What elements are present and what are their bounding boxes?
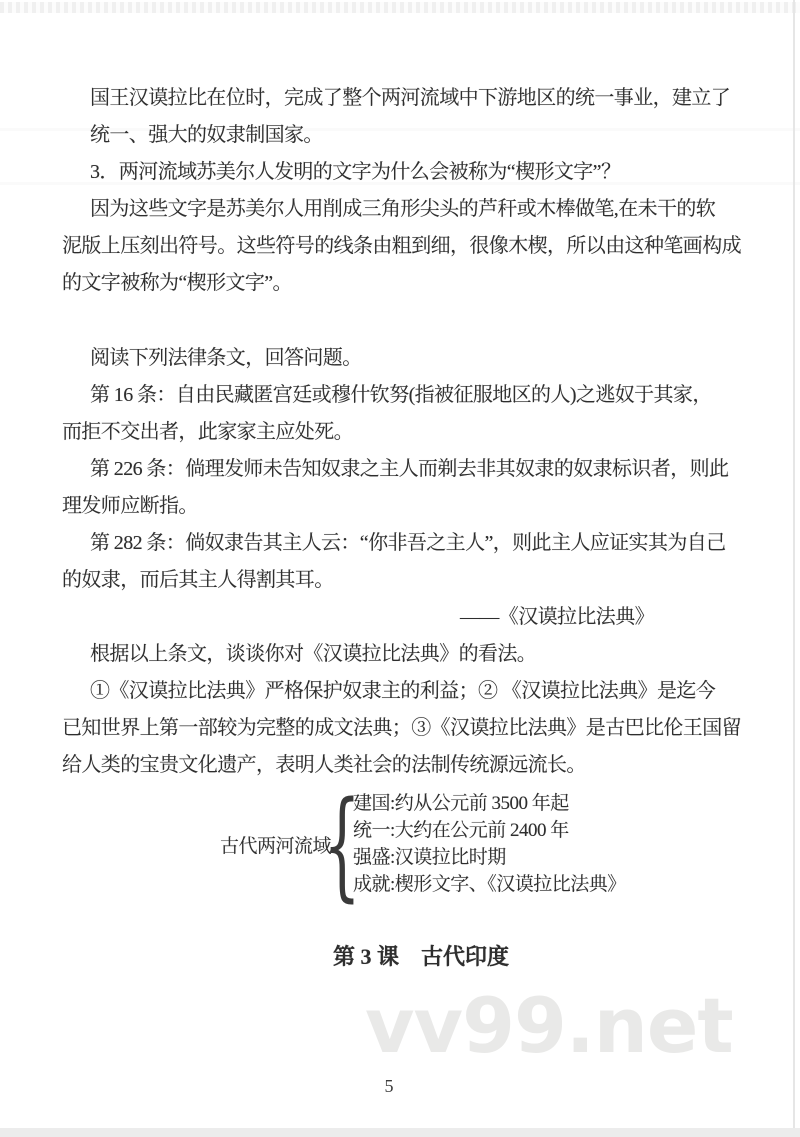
article16-line: 第 16 条：自由民藏匿宫廷或穆什钦努(指被征服地区的人)之逃奴于其家， — [90, 384, 712, 406]
scan-top-edge — [0, 2, 800, 13]
question3-line: 3．两河流域苏美尔人发明的文字为什么会被称为“楔形文字”？ — [90, 161, 621, 183]
summary-diagram-items — [353, 790, 626, 898]
article226-line: 理发师应断指。 — [62, 495, 198, 517]
source-attribution: ——《汉谟拉比法典》 — [460, 606, 654, 628]
answer2-line: 国王汉谟拉比在位时，完成了整个两河流域中下游地区的统一事业，建立了 — [90, 87, 731, 109]
exercise-intro-line: 阅读下列法律条文，回答问题。 — [90, 347, 362, 369]
summary-diagram-label: 古代两河流域 — [220, 835, 332, 857]
summary-item-founding: 建国:约从公元前 3500 年起 — [353, 793, 569, 814]
answer3-line: 的文字被称为“楔形文字”。 — [62, 272, 292, 294]
answer2-line: 统一、强大的奴隶制国家。 — [90, 124, 323, 146]
discussion-prompt-line: 根据以上条文，谈谈你对《汉谟拉比法典》的看法。 — [90, 643, 537, 665]
article282-line: 的奴隶，而后其主人得割其耳。 — [62, 569, 334, 591]
article226-line: 第 226 条：倘理发师未告知奴隶之主人而剃去非其奴隶的奴隶标识者，则此 — [90, 458, 729, 480]
answer3-line: 因为这些文字是苏美尔人用削成三角形尖头的芦秆或木棒做笔,在未干的软 — [90, 198, 716, 220]
scan-bottom-edge — [0, 1128, 800, 1137]
discussion-answer-line: ①《汉谟拉比法典》严格保护奴隶主的利益；② 《汉谟拉比法典》是迄今 — [90, 680, 716, 702]
discussion-answer-line: 给人类的宝贵文化遗产，表明人类社会的法制传统源远流长。 — [62, 754, 586, 776]
summary-diagram — [220, 775, 752, 913]
article16-line: 而拒不交出者，此家家主应处死。 — [62, 421, 353, 443]
watermark: vv99.net — [365, 981, 733, 1070]
page-number: 5 — [384, 1076, 394, 1096]
discussion-answer-line: 已知世界上第一部较为完整的成文法典；③《汉谟拉比法典》是古巴比伦王国留 — [62, 717, 741, 739]
article282-line: 第 282 条：倘奴隶告其主人云：“你非吾之主人”，则此主人应证实其为自己 — [90, 532, 726, 554]
summary-item-achievements: 成就:楔形文字、《汉谟拉比法典》 — [353, 874, 626, 895]
scan-right-edge — [793, 0, 795, 1137]
page-content — [62, 80, 752, 971]
answer3-line: 泥版上压刻出符号。这些符号的线条由粗到细，很像木楔，所以由这种笔画构成 — [62, 235, 741, 257]
left-brace-icon: { — [323, 775, 361, 913]
summary-item-unification: 统一:大约在公元前 2400 年 — [353, 820, 569, 841]
summary-item-prosperity: 强盛:汉谟拉比时期 — [353, 847, 506, 868]
next-lesson-title: 第 3 课 古代印度 — [332, 944, 509, 969]
